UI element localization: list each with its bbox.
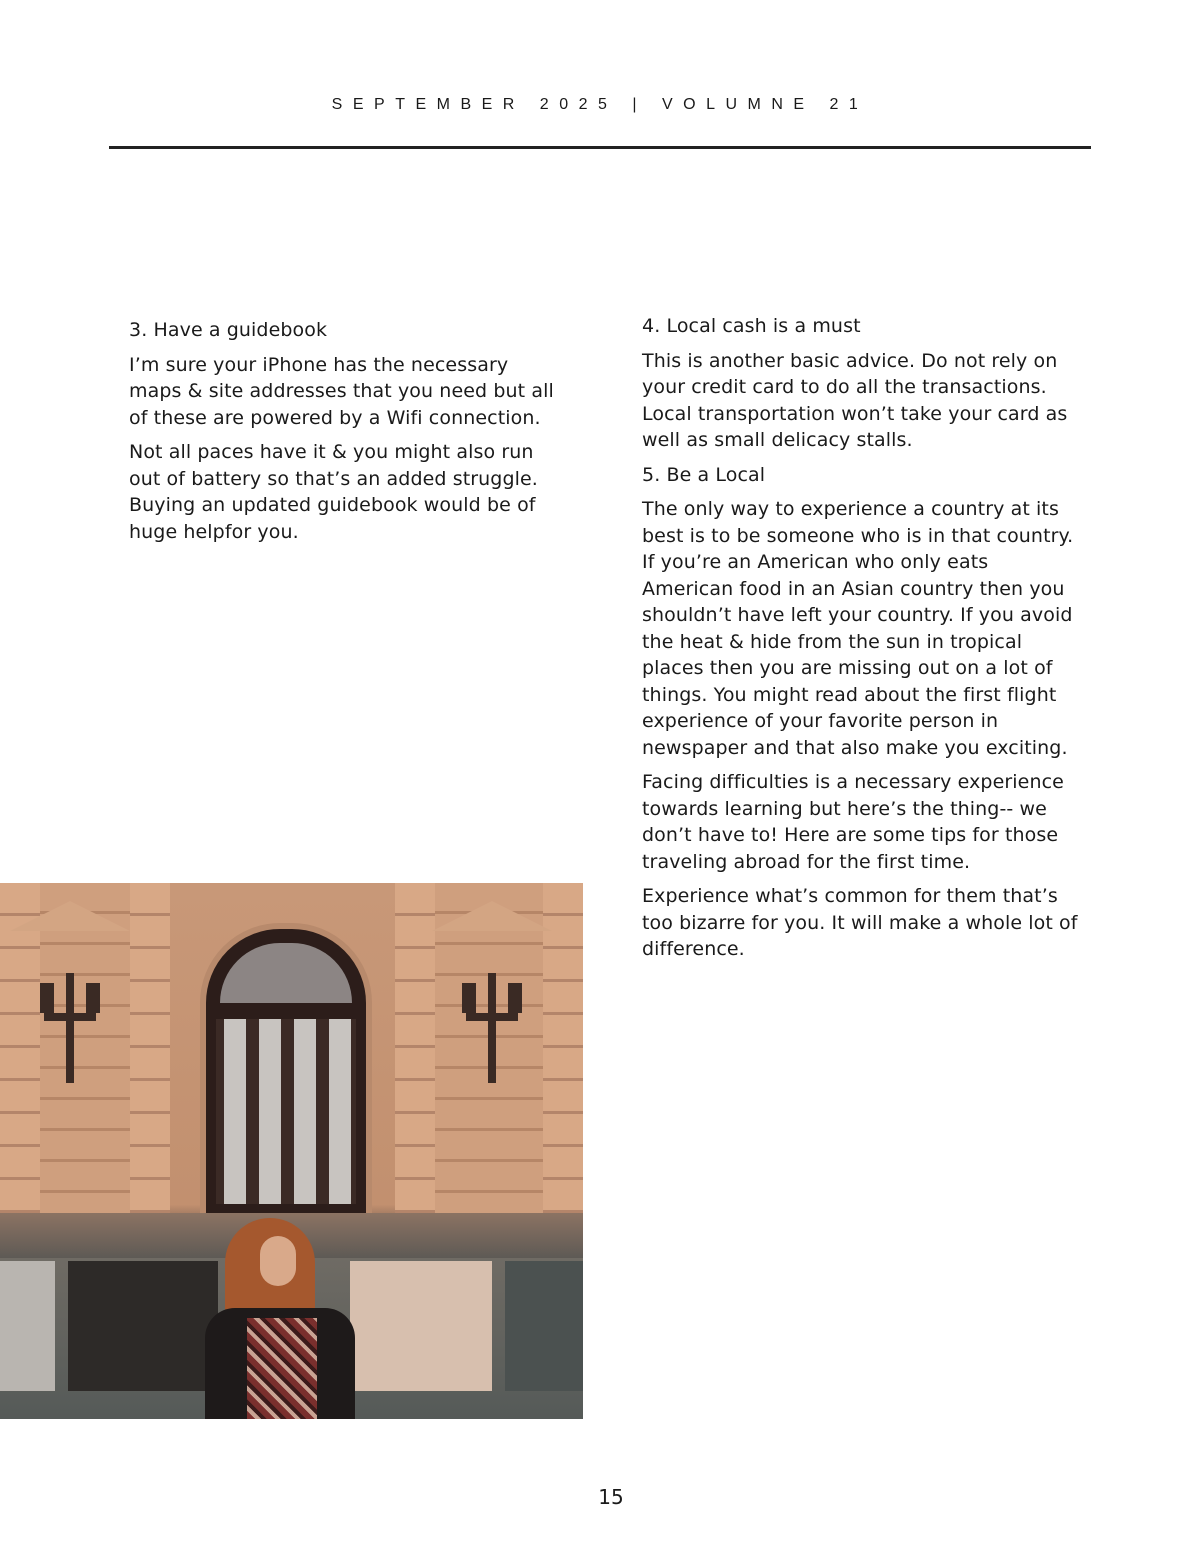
wall-lamp-icon [40, 973, 100, 1083]
door-fanlight [220, 943, 352, 1003]
text-line: maps & site addresses that you need but all [129, 380, 554, 402]
text-line: out of battery so that’s an added struggle. [129, 467, 538, 490]
text-line: experience of your favorite person in [642, 710, 999, 732]
pilaster [130, 883, 170, 1213]
text-line: your credit card to do all the transactions. [642, 376, 1047, 398]
heading-text: 4. Local cash is a must [642, 315, 861, 337]
text-line: Not all paces have it & you might also run [129, 441, 534, 463]
page-number: 15 [598, 1485, 624, 1509]
text-line: Experience what’s common for them that’s [642, 885, 1058, 907]
text-line: shouldn’t have left your country. If you avoid [642, 604, 1073, 626]
paragraph [642, 769, 1112, 875]
exhibit-panel [350, 1261, 492, 1391]
heading-text: 5. Be a Local [642, 463, 766, 486]
text-line: don’t have to! Here are some tips for those [642, 824, 1059, 846]
door-panes [216, 1019, 356, 1204]
text-line: places then you are missing out on a lot of [642, 657, 1053, 679]
paragraph [642, 348, 1112, 454]
text-line: traveling abroad for the first time. [642, 850, 971, 873]
text-line: difference. [642, 938, 745, 960]
exhibit-panel [68, 1261, 218, 1391]
left-column [129, 317, 599, 553]
woman-figure [205, 1218, 355, 1419]
masthead: SEPTEMBER 2025 | VOLUMNE 21 [331, 96, 869, 113]
text-line: If you’re an American who only eats [642, 551, 989, 573]
section-heading [642, 462, 1112, 489]
text-line: best is to be someone who is in that country. [642, 524, 1074, 547]
text-line: newspaper and that also make you exciting. [642, 736, 1068, 759]
heading-text: 3. Have a guidebook [129, 319, 328, 341]
pilaster [0, 883, 40, 1213]
text-line: Facing difficulties is a necessary experience [642, 771, 1064, 793]
text-line: well as small delicacy stalls. [642, 429, 913, 451]
text-line: huge helpfor you. [129, 520, 299, 543]
section-heading [642, 313, 1112, 340]
text-line: I’m sure your iPhone has the necessary [129, 353, 509, 376]
wall-lamp-icon [462, 973, 522, 1083]
text-line: Local transportation won’t take your card as [642, 402, 1068, 425]
paragraph [129, 352, 599, 432]
text-line: American food in an Asian country then you [642, 577, 1065, 600]
text-line: towards learning but here’s the thing-- we [642, 797, 1047, 820]
text-line: of these are powered by a Wifi connection. [129, 406, 541, 429]
text-line: the heat & hide from the sun in tropical [642, 630, 1023, 653]
paragraph [642, 496, 1112, 761]
pilaster [395, 883, 435, 1213]
exhibit-panel [505, 1261, 583, 1391]
paragraph [642, 883, 1112, 963]
text-line: This is another basic advice. Do not rely on [642, 349, 1058, 372]
header-divider [109, 146, 1091, 149]
section-heading [129, 317, 599, 344]
text-line: things. You might read about the first flight [642, 683, 1057, 706]
right-column [642, 313, 1112, 971]
arched-door [200, 923, 372, 1225]
text-line: The only way to experience a country at its [642, 498, 1059, 520]
photo-woman-in-front-of-building [0, 883, 583, 1419]
pilaster [543, 883, 583, 1213]
paragraph [129, 439, 599, 545]
text-line: too bizarre for you. It will make a whole lot of [642, 911, 1078, 934]
exhibit-panel [0, 1261, 55, 1391]
text-line: Buying an updated guidebook would be of [129, 494, 536, 516]
